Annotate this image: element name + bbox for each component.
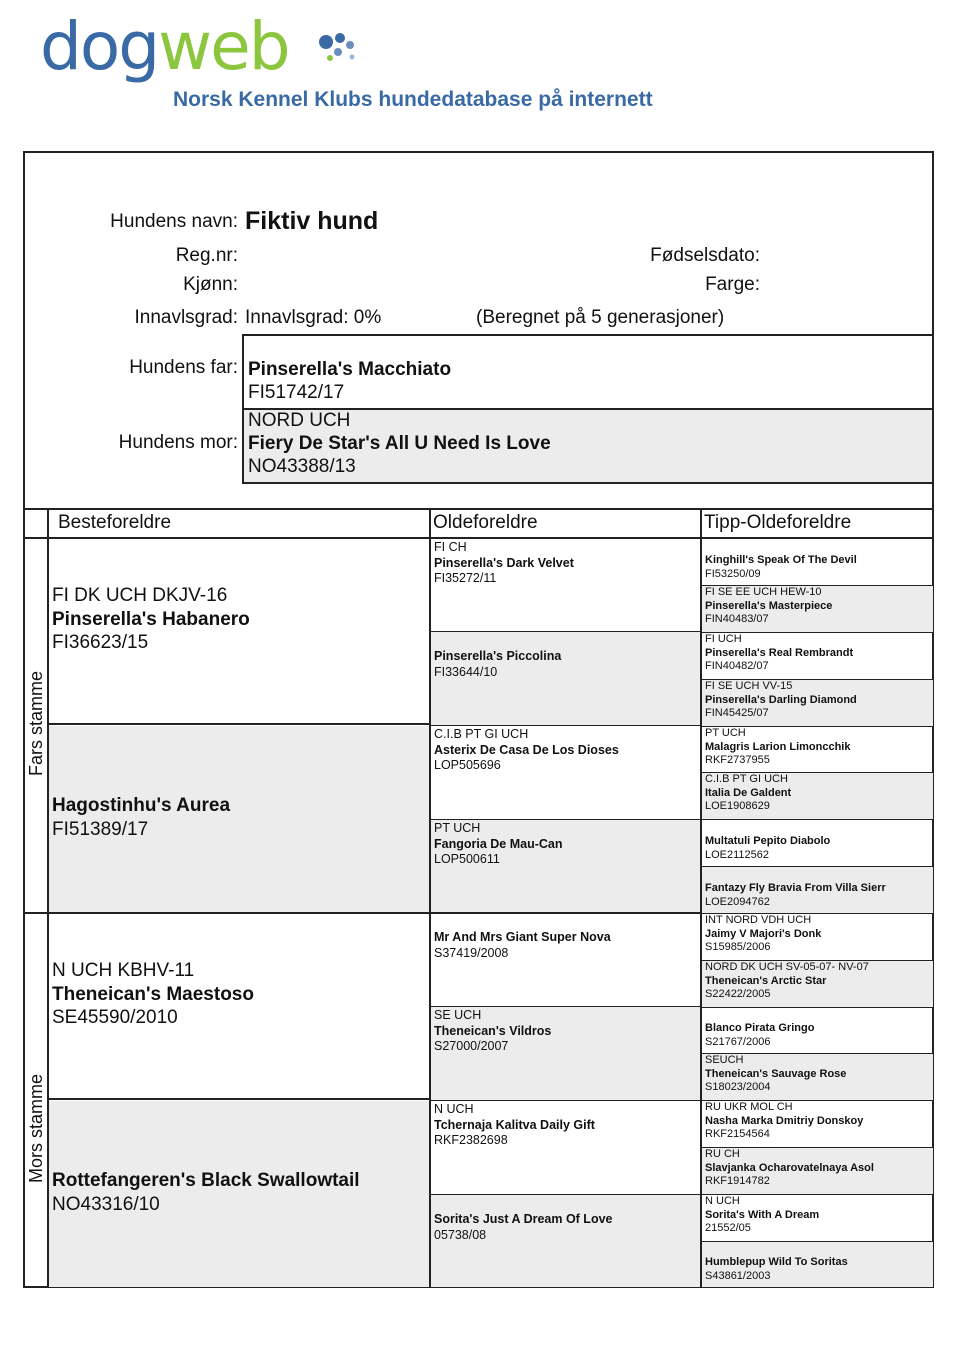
dog-name: Fiktiv hund [245,207,379,235]
gp-4-name: Rottefangeren's Black Swallowtail [52,1170,360,1191]
grandparent-cell-1 [48,538,429,725]
gggp-8-reg: LOE2094762 [705,895,770,908]
ggp-3-title: C.I.B PT GI UCH [434,727,529,741]
dam-reg: NO43388/13 [248,456,356,477]
header-great-grandparents: Oldeforeldre [433,512,538,533]
gggp-12-title: SEUCH [705,1054,744,1066]
gggp-cell-2 [701,585,934,633]
gp-3-reg: SE45590/2010 [52,1007,178,1028]
ggp-7-name: Tchernaja Kalitva Daily Gift [434,1117,595,1132]
inbreeding-label: Innavlsgrad: [134,307,238,328]
gggp-8-name: Fantazy Fly Bravia From Villa Sierr [705,882,886,894]
gggp-5-title: PT UCH [705,727,746,739]
gggp-14-title: RU CH [705,1148,740,1160]
birth-date-label: Fødselsdato: [650,245,760,266]
grandparent-cell-3 [49,914,429,1100]
ggp-cell-4 [430,819,701,913]
ggp-6-reg: S27000/2007 [434,1039,509,1053]
ggp-1-title: FI CH [434,540,467,554]
ggp-3-reg: LOP505696 [434,758,501,772]
gggp-15-title: N UCH [705,1195,740,1207]
gp-3-title: N UCH KBHV-11 [52,960,195,981]
gggp-5-reg: RKF2737955 [705,754,770,766]
ggp-7-title: N UCH [434,1102,474,1116]
gggp-cell-8 [701,866,934,914]
ggp-cell-5 [430,912,701,1007]
dam-box [242,408,934,484]
gggp-15-reg: 21552/05 [705,1222,751,1234]
ggp-6-title: SE UCH [434,1008,482,1022]
logo-word-dog: dog [40,8,159,85]
ggp-cell-2 [430,631,701,726]
gggp-2-title: FI SE EE UCH HEW-10 [705,586,822,598]
sire-name: Pinserella's Macchiato [248,359,452,380]
gggp-13-title: RU UKR MOL CH [705,1101,793,1113]
gggp-6-name: Italia De Galdent [705,786,792,799]
ggp-1-name: Pinserella's Dark Velvet [434,555,574,570]
gp-1-title: FI DK UCH DKJV-16 [52,585,228,606]
gggp-13-reg: RKF2154564 [705,1128,770,1140]
gggp-cell-16 [701,1241,934,1288]
gggp-9-reg: S15985/2006 [705,941,771,953]
gggp-3-reg: FIN40482/07 [705,660,769,672]
gggp-cell-14 [701,1147,934,1195]
gggp-4-title: FI SE UCH VV-15 [705,680,793,692]
ggp-cell-1 [430,538,701,632]
gggp-5-name: Malagris Larion Limoncchik [705,740,851,753]
gggp-2-reg: FIN40483/07 [705,613,769,625]
gggp-13-name: Nasha Marka Dmitriy Donskoy [705,1114,864,1127]
header-great-great-grandparents: Tipp-Oldeforeldre [704,512,852,533]
gggp-cell-6 [701,772,934,820]
ggp-cell-7 [430,1100,701,1195]
ggp-4-name: Fangoria De Mau-Can [434,836,563,851]
logo [40,8,289,85]
logo-word-web: web [158,8,289,85]
gggp-cell-3 [701,632,934,680]
ggp-cell-8 [430,1194,701,1288]
sire-label: Hundens far: [129,357,238,378]
ggp-7-reg: RKF2382698 [434,1133,508,1147]
gggp-2-name: Pinserella's Masterpiece [705,599,833,612]
reg-label: Reg.nr: [175,245,238,266]
sire-side-label: Fars stamme [26,670,46,776]
gggp-cell-4 [701,679,934,727]
gggp-7-name: Multatuli Pepito Diabolo [705,835,831,847]
logo-tagline: Norsk Kennel Klubs hundedatabase på internett [173,88,653,111]
ggp-4-reg: LOP500611 [434,852,500,866]
gggp-cell-9 [701,913,934,961]
ggp-cell-6 [430,1006,701,1101]
gggp-6-reg: LOE1908629 [705,800,770,812]
sex-label: Kjønn: [183,274,238,295]
dam-name: Fiery De Star's All U Need Is Love [248,433,551,454]
gggp-12-reg: S18023/2004 [705,1081,771,1093]
gggp-11-name: Blanco Pirata Gringo [705,1022,815,1034]
inbreeding-note: (Beregnet på 5 generasjoner) [476,307,725,328]
gggp-cell-13 [701,1100,934,1148]
sire-reg: FI51742/17 [248,382,345,403]
gggp-6-title: C.I.B PT GI UCH [705,773,788,785]
ggp-8-reg: 05738/08 [434,1227,487,1242]
gggp-12-name: Theneican's Sauvage Rose [705,1067,847,1080]
ggp-2-reg: FI33644/10 [434,664,498,679]
header-grandparents: Besteforeldre [58,512,172,533]
gggp-cell-7 [701,819,934,867]
dog-name-label: Hundens navn: [110,211,238,232]
inbreeding-value: Innavlsgrad: 0% [245,307,382,328]
gggp-14-reg: RKF1914782 [705,1175,770,1187]
gggp-9-title: INT NORD VDH UCH [705,914,812,926]
logo-dots-icon [316,30,366,70]
gp-2-name: Hagostinhu's Aurea [52,795,231,816]
gggp-cell-11 [701,1007,934,1054]
gp-3-name: Theneican's Maestoso [52,983,254,1005]
gggp-10-name: Theneican's Arctic Star [705,974,827,987]
gggp-4-reg: FIN45425/07 [705,707,769,719]
gggp-cell-12 [701,1053,934,1101]
gggp-1-reg: FI53250/09 [705,567,761,580]
gggp-cell-10 [701,960,934,1008]
ggp-8-name: Sorita's Just A Dream Of Love [434,1212,613,1226]
ggp-cell-3 [430,725,701,820]
gggp-3-title: FI UCH [705,633,742,645]
gggp-15-name: Sorita's With A Dream [705,1208,820,1221]
gggp-4-name: Pinserella's Darling Diamond [705,693,857,706]
ggp-5-reg: S37419/2008 [434,945,509,960]
gggp-cell-5 [701,726,934,773]
gp-4-reg: NO43316/10 [52,1193,160,1215]
color-label: Farge: [705,274,760,295]
ggp-3-name: Asterix De Casa De Los Dioses [434,742,619,757]
gggp-16-reg: S43861/2003 [705,1269,771,1282]
gp-1-reg: FI36623/15 [52,632,149,653]
gggp-14-name: Slavjanka Ocharovatelnaya Asol [705,1161,874,1174]
gggp-11-reg: S21767/2006 [705,1035,771,1048]
gggp-10-reg: S22422/2005 [705,988,771,1000]
ggp-5-name: Mr And Mrs Giant Super Nova [434,930,611,944]
gggp-cell-1 [701,538,934,586]
gggp-9-name: Jaimy V Majori's Donk [705,927,822,940]
grandparent-cell-2 [49,726,429,912]
gggp-cell-15 [701,1194,934,1242]
ggp-6-name: Theneican's Vildros [434,1023,552,1038]
gp-1-name: Pinserella's Habanero [52,608,250,630]
gggp-3-name: Pinserella's Real Rembrandt [705,646,854,659]
ggp-2-name: Pinserella's Piccolina [434,649,562,663]
dam-side-label: Mors stamme [26,1073,46,1183]
ggp-4-title: PT UCH [434,821,481,835]
gggp-7-reg: LOE2112562 [705,848,770,861]
dam-label: Hundens mor: [118,432,238,453]
gggp-10-title: NORD DK UCH SV-05-07- NV-07 [705,961,869,973]
dam-title: NORD UCH [248,410,351,431]
grandparent-cell-4 [49,1101,429,1287]
ggp-1-reg: FI35272/11 [434,571,497,585]
gggp-1-name: Kinghill's Speak Of The Devil [705,554,857,566]
gggp-16-name: Humblepup Wild To Soritas [705,1256,848,1268]
sire-box [242,334,934,410]
gp-2-reg: FI51389/17 [52,818,149,840]
table-separator [23,508,934,510]
